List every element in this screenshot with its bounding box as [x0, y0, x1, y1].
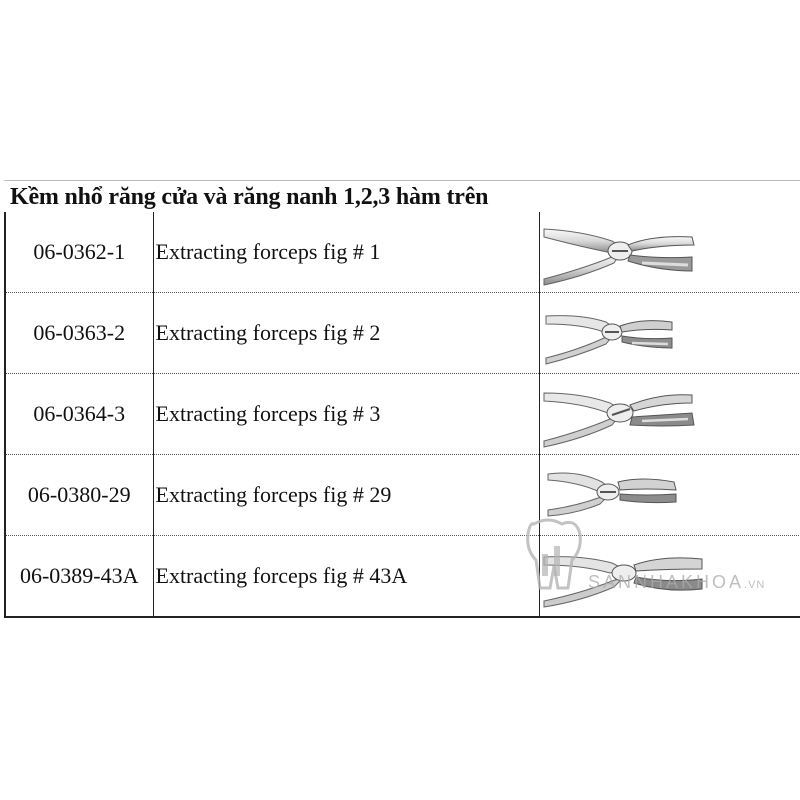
product-description: Extracting forceps fig # 3 [153, 374, 539, 455]
product-description: Extracting forceps fig # 1 [153, 212, 539, 293]
product-code: 06-0362-1 [5, 212, 153, 293]
product-code: 06-0364-3 [5, 374, 153, 455]
tooth-logo-icon [518, 516, 590, 596]
forceps-fig-1-image [539, 212, 800, 293]
product-description: Extracting forceps fig # 43A [153, 536, 539, 618]
forceps-fig-3-image [539, 374, 800, 455]
watermark [518, 516, 766, 606]
watermark-brand: SANNHAKHOA [588, 572, 745, 592]
table-title-row [4, 180, 800, 213]
product-code: 06-0363-2 [5, 293, 153, 374]
product-description: Extracting forceps fig # 2 [153, 293, 539, 374]
table-title: Kềm nhổ răng cửa và răng nanh 1,2,3 hàm trên [10, 184, 489, 210]
product-code: 06-0380-29 [5, 455, 153, 536]
watermark-suffix: .VN [744, 579, 766, 591]
table-row [5, 293, 800, 374]
product-code: 06-0389-43A [5, 536, 153, 618]
table-row [5, 212, 800, 293]
product-description: Extracting forceps fig # 29 [153, 455, 539, 536]
forceps-fig-2-image [539, 293, 800, 374]
watermark-text [588, 572, 765, 593]
table-row [5, 374, 800, 455]
